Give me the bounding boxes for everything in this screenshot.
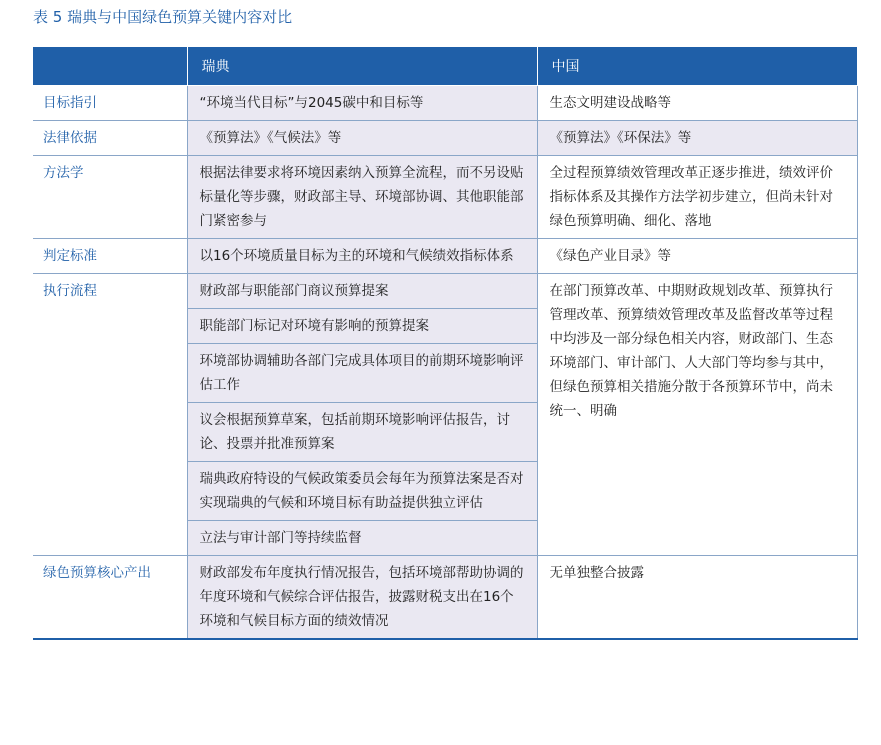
header-sweden: 瑞典 [187, 47, 537, 86]
cell-sweden-process-step: 瑞典政府特设的气候政策委员会每年为预算法案是否对实现瑞典的气候和环境目标有助益提供独立评估 [187, 462, 537, 521]
cell-sweden-process-step: 议会根据预算草案，包括前期环境影响评估报告，讨论、投票并批准预算案 [187, 403, 537, 462]
cell-china-target: 生态文明建设战略等 [537, 86, 857, 121]
row-label-law: 法律依据 [33, 121, 187, 156]
table-header-row [33, 47, 857, 86]
cell-china-law: 《预算法》《环保法》等 [537, 121, 857, 156]
row-label-process: 执行流程 [33, 274, 187, 556]
cell-sweden-process-step: 财政部与职能部门商议预算提案 [187, 274, 537, 309]
table-row-process-1 [33, 274, 857, 309]
table-row-law [33, 121, 857, 156]
cell-sweden-process-step: 环境部协调辅助各部门完成具体项目的前期环境影响评估工作 [187, 344, 537, 403]
table-row-output [33, 556, 857, 640]
table-row-method [33, 156, 857, 239]
table-row-criteria [33, 239, 857, 274]
cell-sweden-law: 《预算法》《气候法》等 [187, 121, 537, 156]
cell-sweden-method: 根据法律要求将环境因素纳入预算全流程，而不另设贴标量化等步骤，财政部主导、环境部协调、其他职能部门紧密参与 [187, 156, 537, 239]
cell-china-method: 全过程预算绩效管理改革正逐步推进，绩效评价指标体系及其操作方法学初步建立，但尚未针对绿色预算明确、细化、落地 [537, 156, 857, 239]
cell-sweden-output: 财政部发布年度执行情况报告，包括环境部帮助协调的年度环境和气候综合评估报告，披露财税支出在16个环境和气候目标方面的绩效情况 [187, 556, 537, 640]
cell-china-process: 在部门预算改革、中期财政规划改革、预算执行管理改革、预算绩效管理改革及监督改革等过程中均涉及一部分绿色相关内容，财政部门、生态环境部门、审计部门、人大部门等均参与其中，但绿色预算相关措施分散于各预算环节中，尚未统一、明确 [537, 274, 857, 556]
comparison-table [33, 46, 858, 640]
cell-china-criteria: 《绿色产业目录》等 [537, 239, 857, 274]
cell-sweden-process-step: 立法与审计部门等持续监督 [187, 521, 537, 556]
row-label-criteria: 判定标准 [33, 239, 187, 274]
cell-sweden-criteria: 以16个环境质量目标为主的环境和气候绩效指标体系 [187, 239, 537, 274]
cell-sweden-process-step: 职能部门标记对环境有影响的预算提案 [187, 309, 537, 344]
cell-china-output: 无单独整合披露 [537, 556, 857, 640]
table-row-target [33, 86, 857, 121]
cell-sweden-target: “环境当代目标”与2045碳中和目标等 [187, 86, 537, 121]
row-label-method: 方法学 [33, 156, 187, 239]
row-label-output: 绿色预算核心产出 [33, 556, 187, 640]
row-label-target: 目标指引 [33, 86, 187, 121]
table-title: 表 5 瑞典与中国绿色预算关键内容对比 [33, 8, 293, 26]
header-blank [33, 47, 187, 86]
header-china: 中国 [537, 47, 857, 86]
